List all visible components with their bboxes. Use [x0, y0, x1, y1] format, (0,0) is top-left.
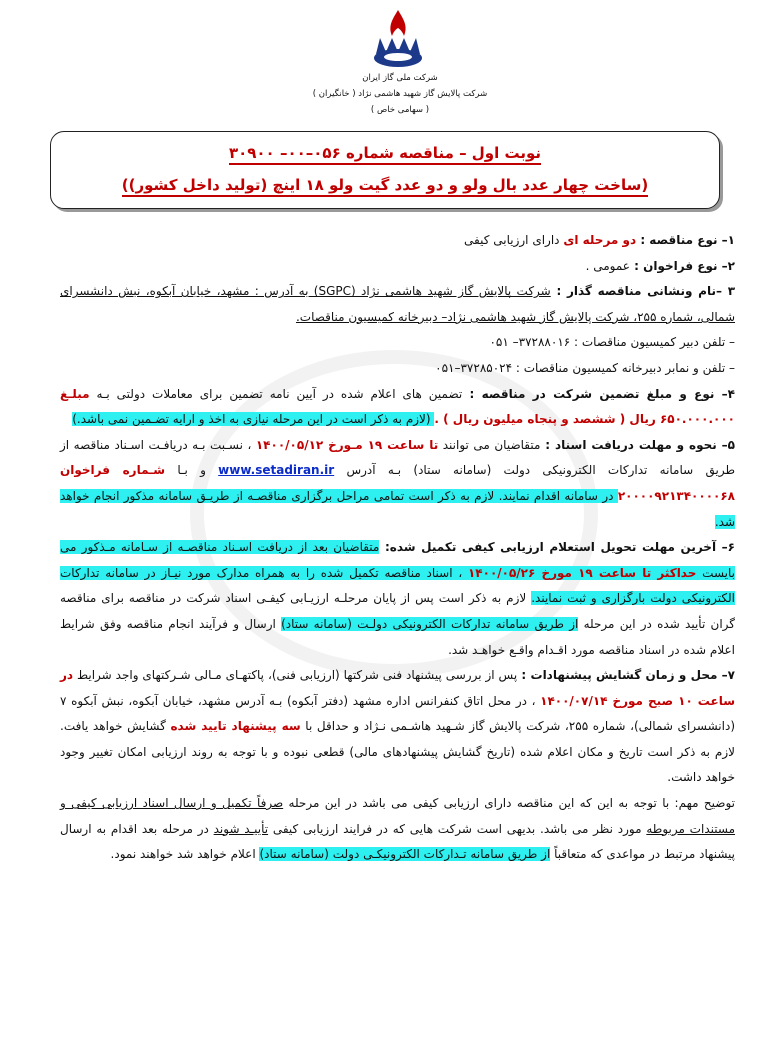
org-subsidiary: شرکت پالایش گاز شهید هاشمی نژاد ( خانگیران )	[312, 89, 488, 99]
section-7-opening: ۷– محل و زمان گشایش پیشنهادات : پس از بررسی پیشنهاد فنی شرکتها (ارزیابی فنی)، پاکتهـای مـالی شـرکتهای واجد شرایط در ساعت ۱۰ صبح مورخ ۱۴۰۰/۰۷/۱۴ ، در محل اتاق کنفرانس اداره مشهد (دفتر آبکوه) بـه آدرس مشهد، خیابان آبکوه، نبش آبکوه ۷ (دانشسرای شمالی)، شماره ۲۵۵، شرکت پالایش گاز شـهید هاشـمی نـژاد و حداقل با سه پیشنهاد تایید شده گشایش خواهد یافت. لازم به ذکر است تاریخ و مکان اعلام شده (تاریخ گشایش پیشنهادهای مالی) قطعی نبوده و با توجه به روند ارزیابی امکان تغییر وجود خواهد داشت.	[60, 668, 736, 785]
setadiran-link[interactable]: www.setadiran.ir	[218, 463, 335, 478]
tender-title-box	[50, 131, 720, 209]
important-note: توضیح مهم: با توجه به این که این مناقصه دارای ارزیابی کیفی می باشد در این مرحله صرفاً تکمیل و ارسال اسناد ارزیابی کیفی و مستندات مربوطه مورد نظر می باشد. بدیهی است شرکت هایی که در فرایند ارزیابی کیفی تأییـد شوند در مرحله بعد اقدام به ارسال پیشنهاد مرتبط در مواعدی که متعاقباً از طریق سامانه تـدارکات الکترونیکـی دولت (سامانه ستاد) اعلام خواهد شد خواهند نمود.	[60, 796, 735, 862]
opening-time: در ساعت ۱۰ صبح مورخ ۱۴۰۰/۰۷/۱۴	[60, 668, 736, 708]
org-company-type: ( سهامی خاص )	[370, 105, 430, 115]
tender-number-title: نوبت اول – مناقصه شماره ۰۵۶–۰۰– ۳۰۹۰۰	[229, 144, 541, 165]
letterhead	[0, 0, 779, 130]
minimum-proposals: سه پیشنهاد تایید شده	[170, 719, 301, 734]
section-6-qualification: ۶– آخرین مهلت تحویل استعلام ارزیابی کیفی تکمیل شده: متقاضیان بعد از دریافت اسـناد مناقصـه از سـامانه مـذکور می بایست حداکثر تا ساعت ۱۹ مورخ ۱۴۰۰/۰۵/۲۶ ، اسناد مناقصه تکمیل شده را به همراه مدارک مورد نیـاز در سامانه تدارکات الکترونیکی دولت بارگزاری و ثبت نمایند. لازم به ذکر است پس از پایان مرحلـه ارزیـابی کیفـی اسناد شرکت در مناقصه برای مناقصه گران تأیید شده در این مرحله از طریق سامانه تدارکات الکترونیکی دولـت (سامانه ستاد) ارسال و فرآیند انجام مناقصه وفق شرایط اعلام شده در اسناد مناقصه مورد اقـدام واقـع خواهـد شد.	[60, 540, 736, 657]
org-name: شرکت ملی گاز ایران	[362, 73, 438, 83]
section-2-call-type: ۲– نوع فراخوان : عمومی .	[585, 258, 735, 273]
section-3-organizer: ۳ –نام ونشانی مناقصه گذار : شرکت پالایش گاز شهید هاشمی نژاد (SGPC) به آدرس : مشهد، خیابان آبکوه، نبش دانشسرای شمالی، شماره ۲۵۵، شرکت پالایش گاز شهید هاشمی نژاد– دبیرخانه کمیسیون مناقصات.	[60, 284, 736, 324]
call-number: شـماره فراخوان ۲۰۰۰۰۹۲۱۳۴۰۰۰۰۶۸	[60, 463, 735, 503]
section-1-tender-type: ۱– نوع مناقصه : دو مرحله ای دارای ارزیابی کیفی	[464, 233, 735, 247]
nigc-flame-logo-icon	[370, 8, 426, 70]
guarantee-amount: مبلـغ ۶۵۰.۰۰۰.۰۰۰ ریال ( ششصد و پنجاه میلیون ریال ) .	[60, 386, 735, 427]
documents-deadline: تا ساعت ۱۹ مـورخ ۱۴۰۰/۰۵/۱۲	[255, 437, 439, 452]
tender-subject-title: (ساخت چهار عدد بال ولو و دو عدد گیت ولو ۱۸ اینچ (تولید داخل کشور))	[122, 176, 648, 197]
section-4-guarantee: ۴– نوع و مبلغ تضمین شرکت در مناقصه : تضمین های اعلام شده در آیین نامه تضمین برای معاملات دولتی بـه مبلـغ ۶۵۰.۰۰۰.۰۰۰ ریال ( ششصد و پنجاه میلیون ریال ) . (لازم به ذکر است در این مرحله نیازی به اخذ و ارایه تضـمین نمی باشد.)	[60, 386, 735, 427]
phone-commission-secretary: – تلفن دبیر کمیسیون مناقصات : ۳۷۲۸۸۰۱۶– ۰۵۱	[489, 335, 735, 350]
tender-body	[60, 228, 735, 1028]
section-5-documents: ۵– نحوه و مهلت دریافت اسناد : متقاضیان می توانند تا ساعت ۱۹ مـورخ ۱۴۰۰/۰۵/۱۲ ، نسـبت بـه دریافـت اسـناد مناقصه از طریق سامانه تدارکات الکترونیکی دولت (سامانه ستاد) بـه آدرس www.setadiran.ir و بـا شـماره فراخوان ۲۰۰۰۰۹۲۱۳۴۰۰۰۰۶۸ در سامانه اقدام نمایند. لازم به ذکر است تمامی مراحل برگزاری مناقصـه از طریـق سامانه مذکور انجام خواهد شد.	[60, 437, 735, 529]
phone-fax-secretariat: – تلفن و نمابر دبیرخانه کمیسیون مناقصات : ۳۷۲۸۵۰۲۴–۰۵۱	[435, 360, 735, 375]
qualification-deadline: حداکثر تا ساعت ۱۹ مورخ ۱۴۰۰/۰۵/۲۶	[467, 565, 697, 580]
